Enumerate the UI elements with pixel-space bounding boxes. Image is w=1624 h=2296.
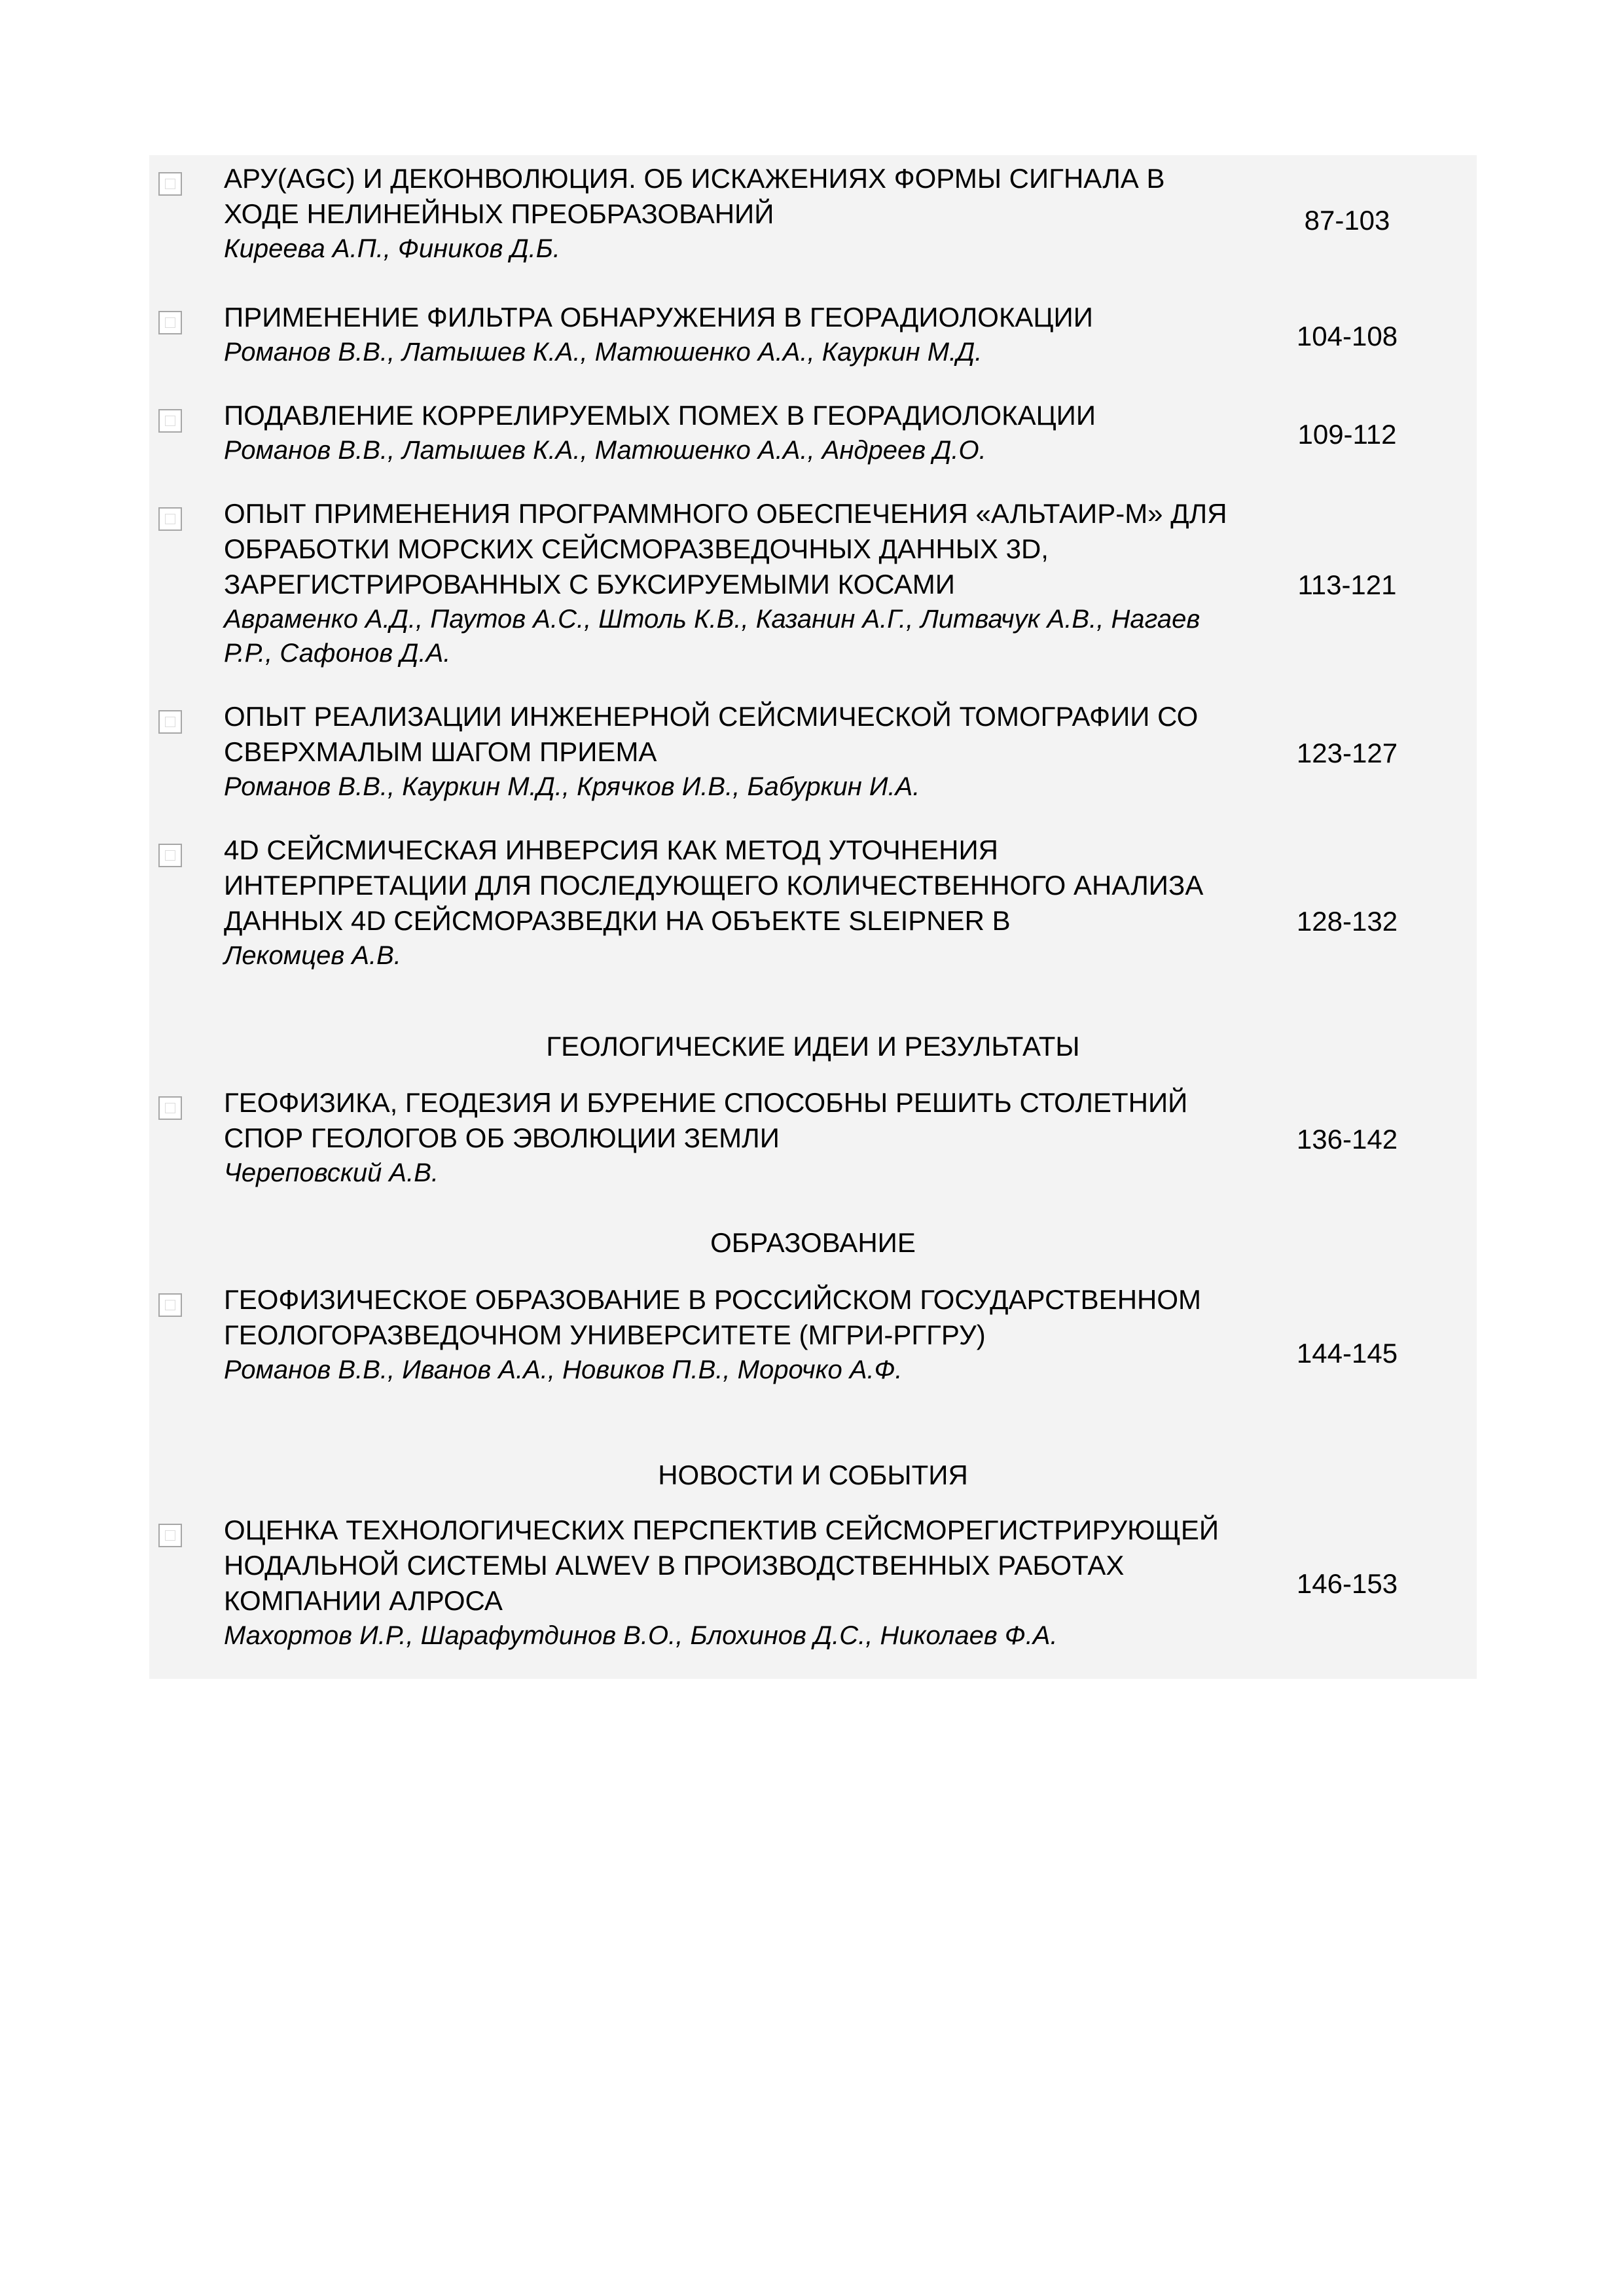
article-authors: Махортов И.Р., Шарафутдинов В.О., Блохинов Д.С., Николаев Ф.А. [224, 1621, 1058, 1650]
table-of-contents [149, 155, 1477, 1679]
article-authors: Романов В.В., Латышев К.А., Матюшенко А.А., Кауркин М.Д. [224, 338, 983, 367]
article-checkbox[interactable] [158, 710, 182, 734]
section-heading: НОВОСТИ И СОБЫТИЯ [658, 1460, 968, 1490]
article-checkbox[interactable] [158, 1524, 182, 1547]
article-checkbox[interactable] [158, 311, 182, 334]
article-authors: Лекомцев А.В. [224, 941, 401, 970]
article-text [224, 1282, 1245, 1387]
article-pages: 136-142 [1296, 1124, 1398, 1155]
article-title[interactable]: ПОДАВЛЕНИЕ КОРРЕЛИРУЕМЫХ ПОМЕХ В ГЕОРАДИОЛОКАЦИИ [224, 400, 1096, 431]
article-text [224, 833, 1245, 973]
article-pages: 123-127 [1296, 738, 1398, 768]
article-text [224, 300, 1245, 369]
article-title[interactable]: ГЕОФИЗИЧЕСКОЕ ОБРАЗОВАНИЕ В РОССИЙСКОМ ГОСУДАРСТВЕННОМ ГЕОЛОГОРАЗВЕДОЧНОМ УНИВЕРСИТЕТЕ (МГРИ-РГГРУ) [224, 1284, 1202, 1350]
article-title[interactable]: ПРИМЕНЕНИЕ ФИЛЬТРА ОБНАРУЖЕНИЯ В ГЕОРАДИОЛОКАЦИИ [224, 302, 1093, 332]
article-text [224, 398, 1245, 467]
article-authors: Авраменко А.Д., Паутов А.С., Штоль К.В., Казанин А.Г., Литвачук А.В., Нагаев Р.Р., Сафонов Д.А. [224, 605, 1200, 668]
article-title[interactable]: АРУ(AGC) И ДЕКОНВОЛЮЦИЯ. ОБ ИСКАЖЕНИЯХ ФОРМЫ СИГНАЛА В ХОДЕ НЕЛИНЕЙНЫХ ПРЕОБРАЗОВАНИЙ [224, 163, 1165, 229]
article-authors: Романов В.В., Латышев К.А., Матюшенко А.А., Андреев Д.О. [224, 436, 986, 465]
article-checkbox[interactable] [158, 1096, 182, 1120]
section-heading: ГЕОЛОГИЧЕСКИЕ ИДЕИ И РЕЗУЛЬТАТЫ [546, 1031, 1080, 1062]
article-checkbox[interactable] [158, 1293, 182, 1317]
article-checkbox[interactable] [158, 409, 182, 433]
section-heading: ОБРАЗОВАНИЕ [710, 1227, 916, 1258]
article-pages: 109-112 [1297, 419, 1397, 450]
article-text [224, 1513, 1245, 1653]
article-title[interactable]: ОЦЕНКА ТЕХНОЛОГИЧЕСКИХ ПЕРСПЕКТИВ СЕЙСМОРЕГИСТРИРУЮЩЕЙ НОДАЛЬНОЙ СИСТЕМЫ ALWEV В ПРОИЗВОДСТВЕННЫХ РАБОТАХ КОМПАНИИ АЛРОСА [224, 1515, 1219, 1616]
article-title[interactable]: 4D СЕЙСМИЧЕСКАЯ ИНВЕРСИЯ КАК МЕТОД УТОЧНЕНИЯ ИНТЕРПРЕТАЦИИ ДЛЯ ПОСЛЕДУЮЩЕГО КОЛИЧЕСТВЕННОГО АНАЛИЗА ДАННЫХ 4D СЕЙСМОРАЗВЕДКИ НА ОБЪЕКТЕ SLEIPNER B [224, 834, 1204, 936]
article-title[interactable]: ОПЫТ ПРИМЕНЕНИЯ ПРОГРАММНОГО ОБЕСПЕЧЕНИЯ «АЛЬТАИР-М» ДЛЯ ОБРАБОТКИ МОРСКИХ СЕЙСМОРАЗВЕДОЧНЫХ ДАННЫХ 3D, ЗАРЕГИСТРИРОВАННЫХ С БУКСИРУЕМЫМИ КОСАМИ [224, 498, 1227, 600]
article-pages: 113-121 [1297, 569, 1397, 600]
article-checkbox[interactable] [158, 507, 182, 531]
article-pages: 146-153 [1296, 1568, 1398, 1599]
article-pages: 104-108 [1296, 321, 1398, 351]
article-pages: 87-103 [1304, 205, 1390, 236]
article-pages: 128-132 [1296, 906, 1398, 937]
article-text [224, 161, 1245, 266]
article-title[interactable]: ГЕОФИЗИКА, ГЕОДЕЗИЯ И БУРЕНИЕ СПОСОБНЫ РЕШИТЬ СТОЛЕТНИЙ СПОР ГЕОЛОГОВ ОБ ЭВОЛЮЦИИ ЗЕМЛИ [224, 1087, 1188, 1153]
article-text [224, 699, 1245, 804]
article-checkbox[interactable] [158, 172, 182, 196]
article-text [224, 1085, 1245, 1190]
article-pages: 144-145 [1296, 1338, 1398, 1369]
article-authors: Романов В.В., Иванов А.А., Новиков П.В., Морочко А.Ф. [224, 1355, 903, 1384]
article-authors: Череповский А.В. [224, 1158, 439, 1187]
article-authors: Романов В.В., Кауркин М.Д., Крячков И.В., Бабуркин И.А. [224, 772, 920, 801]
article-checkbox[interactable] [158, 844, 182, 867]
article-text [224, 496, 1245, 670]
article-title[interactable]: ОПЫТ РЕАЛИЗАЦИИ ИНЖЕНЕРНОЙ СЕЙСМИЧЕСКОЙ ТОМОГРАФИИ СО СВЕРХМАЛЫМ ШАГОМ ПРИЕМА [224, 701, 1199, 767]
article-authors: Киреева А.П., Фиников Д.Б. [224, 234, 560, 263]
